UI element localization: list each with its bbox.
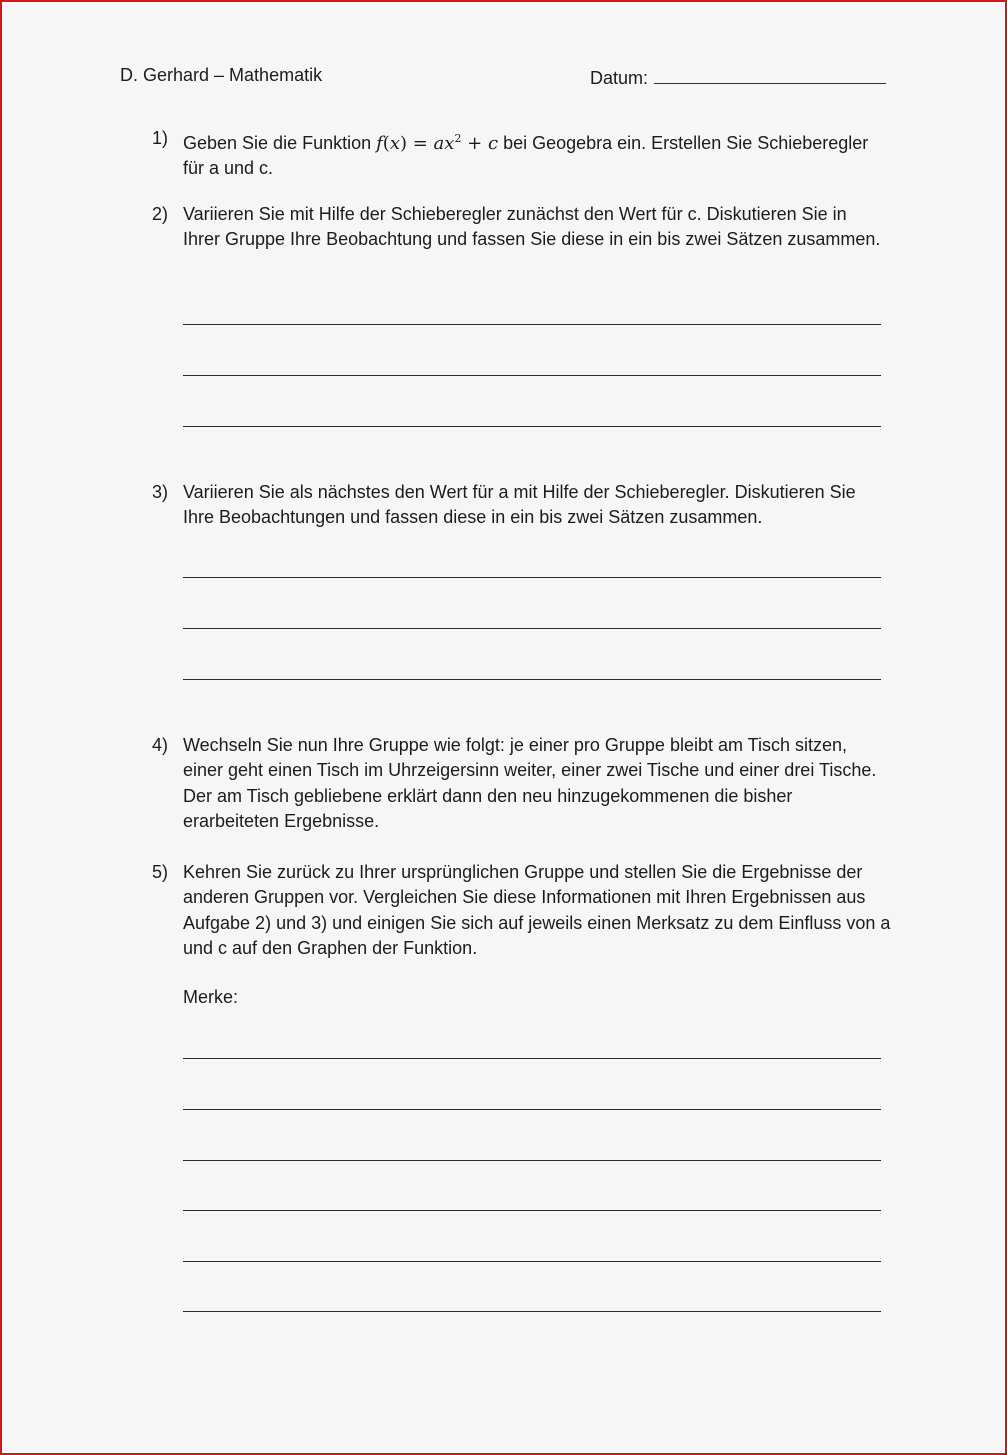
task-text: Kehren Sie zurück zu Ihrer ursprünglichen Gruppe und stellen Sie die Ergebnisse der anderen Gruppen vor. Vergleichen Sie diese Informationen mit Ihren Ergebnissen aus Aufgabe 2) und 3) und einigen Sie sich auf jeweils einen Merksatz zu dem Einfluss von a und c auf den Graphen der Funktion. <box>183 862 891 958</box>
task-4 <box>152 733 892 834</box>
task-number: 2) <box>152 204 169 224</box>
merke-line[interactable] <box>183 1109 881 1110</box>
task-3 <box>152 480 892 531</box>
formula: $f(x) = ax^2 + c$ <box>376 132 499 154</box>
answer-line[interactable] <box>183 375 881 376</box>
task-text: Variieren Sie mit Hilfe der Schieberegler zunächst den Wert für c. Diskutieren Sie in Ihrer Gruppe Ihre Beobachtung und fassen Sie diese in ein bis zwei Sätzen zusammen. <box>183 204 881 250</box>
answer-line[interactable] <box>183 426 881 427</box>
answer-line[interactable] <box>183 628 881 629</box>
task-text: Geben Sie die Funktion $f(x) = ax^2 + c$ bei Geogebra ein. Erstellen Sie Schieberegler für a und c. <box>183 132 869 179</box>
merke-line[interactable] <box>183 1261 881 1262</box>
merke-label: Merke: <box>183 987 239 1007</box>
merke-line[interactable] <box>183 1311 881 1312</box>
task-text: Wechseln Sie nun Ihre Gruppe wie folgt: je einer pro Gruppe bleibt am Tisch sitzen, einer geht einen Tisch im Uhrzeigersinn weiter, einer zwei Tische und einer drei Tische. Der am Tisch gebliebene erklärt dann den neu hinzugekommenen die bisher erarbeiteten Ergebnisse. <box>183 735 877 831</box>
answer-line[interactable] <box>183 577 881 578</box>
task-number: 3) <box>152 482 169 502</box>
task-number: 1) <box>152 128 169 148</box>
author-subject: D. Gerhard – Mathematik <box>120 65 323 85</box>
task-number: 4) <box>152 735 169 755</box>
task-number: 5) <box>152 862 169 882</box>
date-write-line[interactable] <box>654 65 886 84</box>
task-2 <box>152 202 892 253</box>
date-label: Datum: <box>590 68 649 88</box>
task-1 <box>152 126 892 182</box>
merke-line[interactable] <box>183 1160 881 1161</box>
date-field <box>590 65 886 89</box>
task-5 <box>152 860 892 961</box>
answer-line[interactable] <box>183 679 881 680</box>
merke-line[interactable] <box>183 1210 881 1211</box>
task-text: Variieren Sie als nächstes den Wert für a mit Hilfe der Schieberegler. Diskutieren Sie Ihre Beobachtungen und fassen diese in ein bis zwei Sätzen zusammen. <box>183 482 856 528</box>
merke-line[interactable] <box>183 1058 881 1059</box>
answer-line[interactable] <box>183 324 881 325</box>
